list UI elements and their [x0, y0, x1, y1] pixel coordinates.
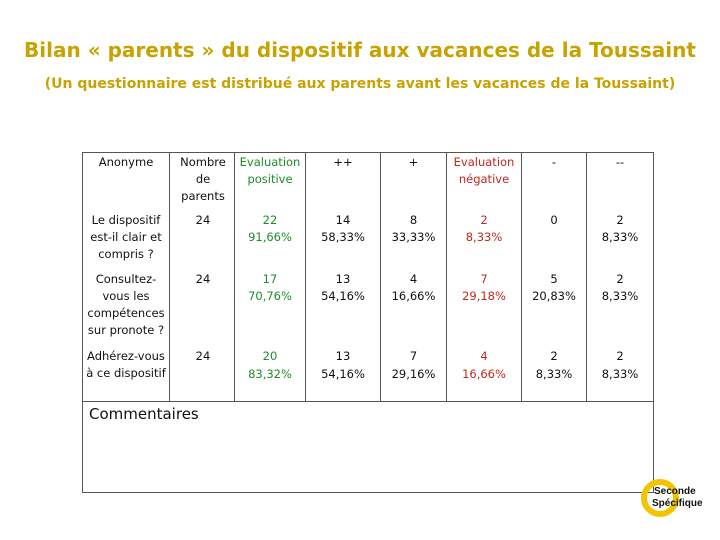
row-m-pct: 20,83%: [532, 289, 576, 303]
logo-text-line2: Spécifique: [652, 498, 703, 509]
row-p-count: 8: [409, 213, 418, 227]
header-minus-minus: --: [615, 155, 625, 169]
row-mm-count: 2: [616, 213, 624, 227]
row-m-count: 0: [550, 213, 558, 227]
row-m-count: 2: [550, 349, 558, 363]
header-positive: Evaluation positive: [239, 155, 301, 186]
row-p-pct: 16,66%: [391, 289, 436, 303]
row-negative-count: 4: [480, 349, 488, 363]
grid-line: [234, 152, 235, 402]
row-positive-pct: 91,66%: [248, 230, 292, 244]
logo-text-line1: Seconde: [654, 486, 696, 497]
grid-line: [521, 152, 522, 402]
row-mm-pct: 8,33%: [601, 367, 639, 381]
page-subtitle: (Un questionnaire est distribué aux parents avant les vacances de la Toussaint): [44, 76, 676, 92]
row-m-pct: 8,33%: [535, 367, 573, 381]
row-question: Consultez-vous les compétences sur pronote ?: [87, 272, 165, 337]
row-pp-count: 14: [335, 213, 351, 227]
header-parents: Nombre de parents: [180, 155, 226, 203]
row-positive-pct: 83,32%: [248, 367, 292, 381]
row-mm-pct: 8,33%: [601, 289, 639, 303]
row-mm-count: 2: [616, 349, 624, 363]
seconde-specifique-logo: [640, 470, 704, 526]
row-mm-count: 2: [616, 272, 624, 286]
grid-line: [305, 152, 306, 402]
row-negative-count: 7: [480, 272, 488, 286]
row-pp-pct: 54,16%: [321, 289, 365, 303]
row-negative-count: 2: [480, 213, 488, 227]
header-plus: +: [408, 155, 419, 169]
grid-line: [82, 401, 654, 402]
row-negative-pct: 8,33%: [465, 230, 503, 244]
row-pp-count: 13: [335, 272, 351, 286]
row-parents: 24: [195, 213, 211, 227]
row-positive-count: 17: [262, 272, 278, 286]
grid-line: [446, 152, 447, 402]
row-p-count: 7: [409, 349, 418, 363]
header-anonyme: Anonyme: [98, 155, 154, 169]
header-plus-plus: ++: [333, 155, 353, 169]
row-negative-pct: 29,18%: [462, 289, 506, 303]
row-p-pct: 29,16%: [391, 367, 436, 381]
row-m-count: 5: [550, 272, 558, 286]
row-pp-pct: 58,33%: [321, 230, 365, 244]
row-parents: 24: [195, 272, 211, 286]
row-negative-pct: 16,66%: [462, 367, 506, 381]
grid-line: [586, 152, 587, 402]
row-positive-count: 22: [262, 213, 278, 227]
row-positive-pct: 70,76%: [248, 289, 292, 303]
page-title: Bilan « parents » du dispositif aux vacances de la Toussaint: [24, 38, 696, 62]
grid-line: [380, 152, 381, 402]
row-question: Le dispositif est-il clair et compris ?: [90, 213, 162, 261]
grid-line: [169, 152, 170, 402]
row-p-pct: 33,33%: [391, 230, 436, 244]
row-mm-pct: 8,33%: [601, 230, 639, 244]
row-positive-count: 20: [262, 349, 278, 363]
row-p-count: 4: [409, 272, 418, 286]
row-question: Adhérez-vous à ce dispositif: [86, 349, 166, 380]
header-negative: Evaluation négative: [453, 155, 515, 186]
row-pp-pct: 54,16%: [321, 367, 365, 381]
header-minus: -: [551, 155, 557, 169]
row-pp-count: 13: [335, 349, 351, 363]
row-parents: 24: [195, 349, 211, 363]
comments-label: Commentaires: [89, 405, 199, 423]
